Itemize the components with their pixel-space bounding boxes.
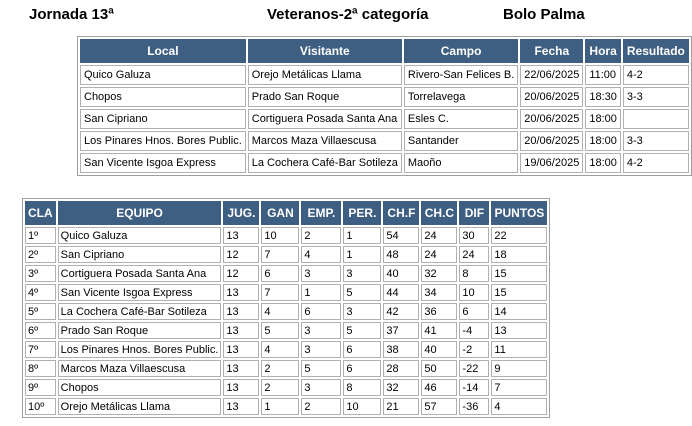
standings-header-row [25, 201, 547, 225]
standings-row-cell: 24 [421, 227, 457, 244]
col-resultado: Resultado [623, 39, 689, 63]
col-puntos: PUNTOS [491, 201, 547, 225]
standings-row-cell: 34 [421, 284, 457, 301]
standings-row-cell: 2 [261, 360, 299, 377]
standings-row-cell: Los Pinares Hnos. Bores Public. [58, 341, 222, 358]
match-row-cell: Prado San Roque [248, 87, 402, 107]
standings-row-cell: Cortiguera Posada Santa Ana [58, 265, 222, 282]
standings-row-cell: 7 [261, 246, 299, 263]
match-row-cell: 11:00 [585, 65, 621, 85]
col-visitante: Visitante [248, 39, 402, 63]
standings-row-cell: 40 [383, 265, 419, 282]
standings-row-cell: 12 [223, 246, 259, 263]
matches-table [77, 36, 692, 176]
standings-row-cell: 7º [25, 341, 56, 358]
standings-row-cell: 8 [459, 265, 489, 282]
standings-row-cell: 18 [491, 246, 547, 263]
standings-row-cell: 57 [421, 398, 457, 415]
standings-row [25, 322, 547, 339]
standings-row-cell: 28 [383, 360, 419, 377]
standings-row [25, 341, 547, 358]
standings-row [25, 246, 547, 263]
standings-row-cell: 13 [223, 284, 259, 301]
standings-row-cell: 41 [421, 322, 457, 339]
standings-row-cell: 13 [223, 303, 259, 320]
standings-row-cell: 3 [301, 265, 341, 282]
standings-row-cell: 3 [343, 265, 381, 282]
standings-row-cell: 13 [223, 227, 259, 244]
col-emp: EMP. [301, 201, 341, 225]
standings-row-cell: -2 [459, 341, 489, 358]
match-row-cell: Rivero-San Felices B. [404, 65, 518, 85]
col-local: Local [80, 39, 246, 63]
match-row-cell: Chopos [80, 87, 246, 107]
match-row-cell: 22/06/2025 [520, 65, 583, 85]
standings-row-cell: 30 [459, 227, 489, 244]
standings-row-cell: 5 [301, 360, 341, 377]
standings-row-cell: 7 [491, 379, 547, 396]
standings-table [22, 198, 550, 418]
standings-row-cell: San Cipriano [58, 246, 222, 263]
match-row-cell: Torrelavega [404, 87, 518, 107]
standings-row-cell: -36 [459, 398, 489, 415]
standings-row-cell: 1º [25, 227, 56, 244]
standings-row-cell: 46 [421, 379, 457, 396]
standings-row-cell: La Cochera Café-Bar Sotileza [58, 303, 222, 320]
match-row-cell: 20/06/2025 [520, 131, 583, 151]
standings-row-cell: 5º [25, 303, 56, 320]
standings-row-cell: 44 [383, 284, 419, 301]
match-row [80, 109, 689, 129]
standings-row-cell: 4 [261, 303, 299, 320]
match-row-cell: 4-2 [623, 153, 689, 173]
match-row-cell: 3-3 [623, 131, 689, 151]
standings-row-cell: 5 [343, 322, 381, 339]
standings-row-cell: 24 [421, 246, 457, 263]
standings-row-cell: 11 [491, 341, 547, 358]
match-row [80, 131, 689, 151]
standings-row-cell: 40 [421, 341, 457, 358]
standings-row-cell: 3 [301, 322, 341, 339]
standings-row-cell: 13 [223, 379, 259, 396]
standings-row-cell: 50 [421, 360, 457, 377]
round-title: Jornada 13ª [29, 6, 114, 23]
standings-row-cell: -22 [459, 360, 489, 377]
match-row-cell [623, 109, 689, 129]
match-row [80, 87, 689, 107]
standings-row-cell: -4 [459, 322, 489, 339]
match-row-cell: 19/06/2025 [520, 153, 583, 173]
standings-row-cell: 6 [343, 341, 381, 358]
standings-row-cell: 2º [25, 246, 56, 263]
match-row-cell: Maoño [404, 153, 518, 173]
standings-row-cell: 3 [301, 379, 341, 396]
standings-row-cell: 5 [343, 284, 381, 301]
standings-row-cell: 4 [301, 246, 341, 263]
standings-row [25, 265, 547, 282]
standings-row-cell: 8 [343, 379, 381, 396]
standings-row-cell: 1 [301, 284, 341, 301]
col-campo: Campo [404, 39, 518, 63]
col-per: PER. [343, 201, 381, 225]
standings-row-cell: 10 [343, 398, 381, 415]
match-row-cell: 3-3 [623, 87, 689, 107]
standings-row-cell: 38 [383, 341, 419, 358]
standings-row [25, 284, 547, 301]
match-row-cell: Orejo Metálicas Llama [248, 65, 402, 85]
standings-row-cell: 14 [491, 303, 547, 320]
standings-row-cell: 15 [491, 284, 547, 301]
standings-row-cell: 4 [261, 341, 299, 358]
standings-row-cell: 1 [343, 227, 381, 244]
standings-row-cell: 2 [301, 398, 341, 415]
match-row-cell: 18:00 [585, 109, 621, 129]
standings-row [25, 379, 547, 396]
standings-row-cell: 10 [261, 227, 299, 244]
standings-row-cell: 32 [421, 265, 457, 282]
match-row-cell: San Cipriano [80, 109, 246, 129]
standings-row-cell: 15 [491, 265, 547, 282]
match-row [80, 153, 689, 173]
standings-row-cell: 24 [459, 246, 489, 263]
col-dif: DIF [459, 201, 489, 225]
standings-row-cell: 12 [223, 265, 259, 282]
col-chc: CH.C [421, 201, 457, 225]
match-row-cell: Esles C. [404, 109, 518, 129]
standings-row-cell: Marcos Maza Villaescusa [58, 360, 222, 377]
match-row-cell: 4-2 [623, 65, 689, 85]
standings-row-cell: Prado San Roque [58, 322, 222, 339]
standings-row-cell: 48 [383, 246, 419, 263]
standings-row-cell: 2 [301, 227, 341, 244]
match-row-cell: Los Pinares Hnos. Bores Public. [80, 131, 246, 151]
standings-row-cell: 7 [261, 284, 299, 301]
standings-row-cell: 2 [261, 379, 299, 396]
standings-row-cell: 6 [343, 360, 381, 377]
standings-row-cell: 37 [383, 322, 419, 339]
standings-row-cell: 10 [459, 284, 489, 301]
standings-row-cell: 5 [261, 322, 299, 339]
col-gan: GAN [261, 201, 299, 225]
match-row-cell: La Cochera Café-Bar Sotileza [248, 153, 402, 173]
standings-row-cell: 13 [223, 341, 259, 358]
match-row-cell: 18:30 [585, 87, 621, 107]
col-chf: CH.F [383, 201, 419, 225]
standings-row-cell: Quico Galuza [58, 227, 222, 244]
standings-row-cell: 1 [343, 246, 381, 263]
standings-row [25, 398, 547, 415]
standings-row-cell: 8º [25, 360, 56, 377]
standings-row-cell: 4 [491, 398, 547, 415]
standings-row-cell: 9º [25, 379, 56, 396]
standings-row-cell: 10º [25, 398, 56, 415]
col-equipo: EQUIPO [58, 201, 222, 225]
standings-row-cell: San Vicente Isgoa Express [58, 284, 222, 301]
standings-row-cell: 3º [25, 265, 56, 282]
match-row-cell: Quico Galuza [80, 65, 246, 85]
standings-row-cell: -14 [459, 379, 489, 396]
category-title: Veteranos-2ª categoría [267, 6, 429, 23]
standings-row [25, 303, 547, 320]
standings-row-cell: 13 [491, 322, 547, 339]
match-row-cell: 18:00 [585, 131, 621, 151]
standings-row-cell: 1 [261, 398, 299, 415]
standings-row-cell: 6º [25, 322, 56, 339]
standings-row-cell: 6 [459, 303, 489, 320]
match-row-cell: 20/06/2025 [520, 87, 583, 107]
standings-row-cell: 36 [421, 303, 457, 320]
standings-row-cell: 32 [383, 379, 419, 396]
standings-row-cell: 3 [301, 341, 341, 358]
match-row-cell: Cortiguera Posada Santa Ana [248, 109, 402, 129]
standings-row-cell: 13 [223, 360, 259, 377]
col-hora: Hora [585, 39, 621, 63]
standings-row-cell: 3 [343, 303, 381, 320]
standings-row [25, 227, 547, 244]
sport-title: Bolo Palma [503, 6, 585, 23]
col-jug: JUG. [223, 201, 259, 225]
match-row-cell: 20/06/2025 [520, 109, 583, 129]
standings-row-cell: 13 [223, 398, 259, 415]
standings-row-cell: 22 [491, 227, 547, 244]
match-row-cell: Marcos Maza Villaescusa [248, 131, 402, 151]
col-fecha: Fecha [520, 39, 583, 63]
matches-header-row [80, 39, 689, 63]
standings-row-cell: 9 [491, 360, 547, 377]
standings-row-cell: 13 [223, 322, 259, 339]
match-row [80, 65, 689, 85]
standings-row-cell: 6 [301, 303, 341, 320]
standings-row-cell: 42 [383, 303, 419, 320]
match-row-cell: Santander [404, 131, 518, 151]
standings-row [25, 360, 547, 377]
standings-row-cell: 6 [261, 265, 299, 282]
match-row-cell: San Vicente Isgoa Express [80, 153, 246, 173]
match-row-cell: 18:00 [585, 153, 621, 173]
col-cla: CLA [25, 201, 56, 225]
standings-row-cell: 21 [383, 398, 419, 415]
standings-row-cell: 54 [383, 227, 419, 244]
standings-row-cell: Orejo Metálicas Llama [58, 398, 222, 415]
standings-row-cell: 4º [25, 284, 56, 301]
standings-row-cell: Chopos [58, 379, 222, 396]
